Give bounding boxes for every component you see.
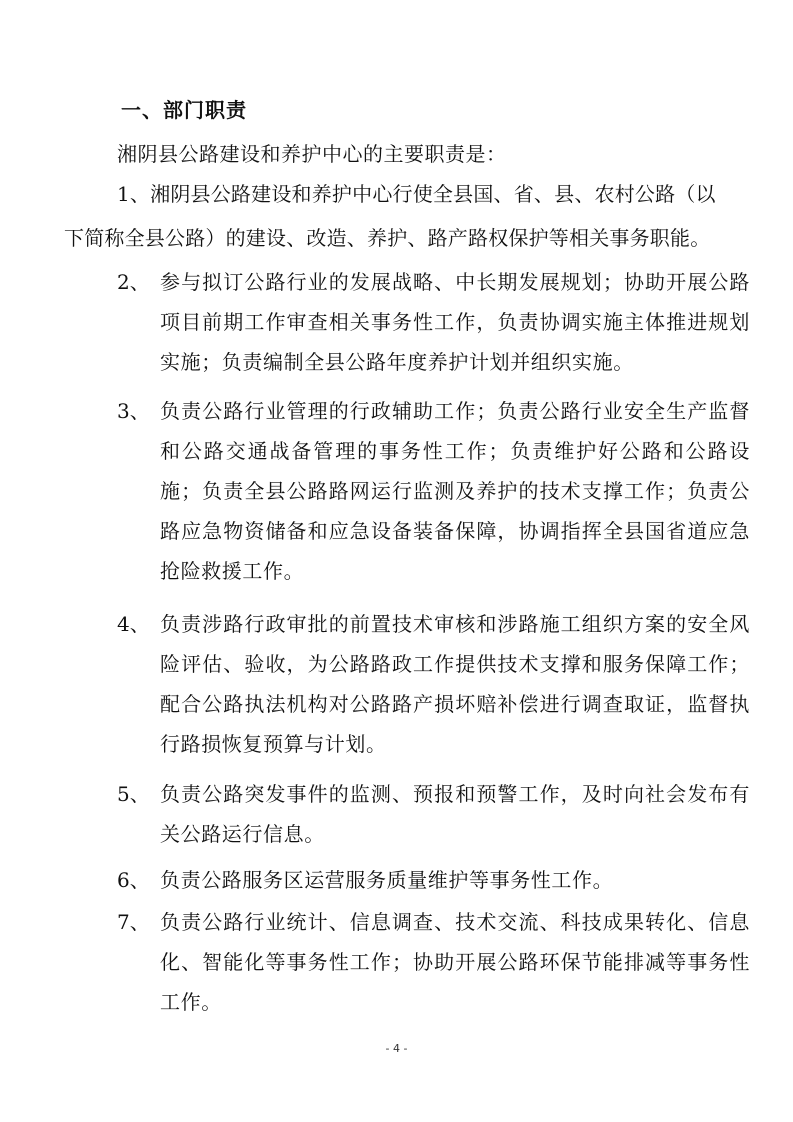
duty-item-text: 负责公路行业统计、信息调查、技术交流、科技成果转化、信息化、智能化等事务性工作；协助开展公路环保节能排减等事务性工作。	[160, 910, 750, 1014]
duty-item-text: 负责涉路行政审批的前置技术审核和涉路施工组织方案的安全风险评估、验收，为公路路政工作提供技术支撑和服务保障工作；配合公路执法机构对公路路产损坏赔补偿进行调查取证，监督执行路损恢复预算与计划。	[160, 612, 750, 756]
duty-item-number: 5、	[117, 782, 150, 806]
duty-item-text: 负责公路服务区运营服务质量维护等事务性工作。	[160, 868, 614, 892]
duty-item-number: 3、	[117, 399, 150, 423]
intro-paragraph: 湘阴县公路建设和养护中心的主要职责是：	[117, 142, 507, 166]
duty-item-number: 7、	[117, 910, 150, 934]
duty-item-1-line-1: 1、湘阴县公路建设和养护中心行使全县国、省、县、农村公路（以	[117, 182, 716, 206]
duty-item-1-line-2: 下简称全县公路）的建设、改造、养护、路产路权保护等相关事务职能。	[64, 226, 711, 250]
section-heading: 一、部门职责	[121, 98, 247, 122]
duty-item-number: 4、	[117, 612, 150, 636]
duty-item-text: 负责公路突发事件的监测、预报和预警工作，及时向社会发布有关公路运行信息。	[160, 782, 750, 846]
duty-item-number: 6、	[117, 868, 150, 892]
page-number: - 4 -	[385, 1042, 408, 1055]
duty-item-number: 2、	[117, 270, 150, 294]
duty-item-text: 参与拟订公路行业的发展战略、中长期发展规划；协助开展公路项目前期工作审查相关事务性工作，负责协调实施主体推进规划实施；负责编制全县公路年度养护计划并组织实施。	[160, 270, 750, 374]
duty-item-1	[64, 179, 744, 253]
duty-item-text: 负责公路行业管理的行政辅助工作；负责公路行业安全生产监督和公路交通战备管理的事务性工作；负责维护好公路和公路设施；负责全县公路路网运行监测及养护的技术支撑工作；负责公路应急物资储备和应急设备装备保障，协调指挥全县国省道应急抢险救援工作。	[160, 399, 750, 583]
